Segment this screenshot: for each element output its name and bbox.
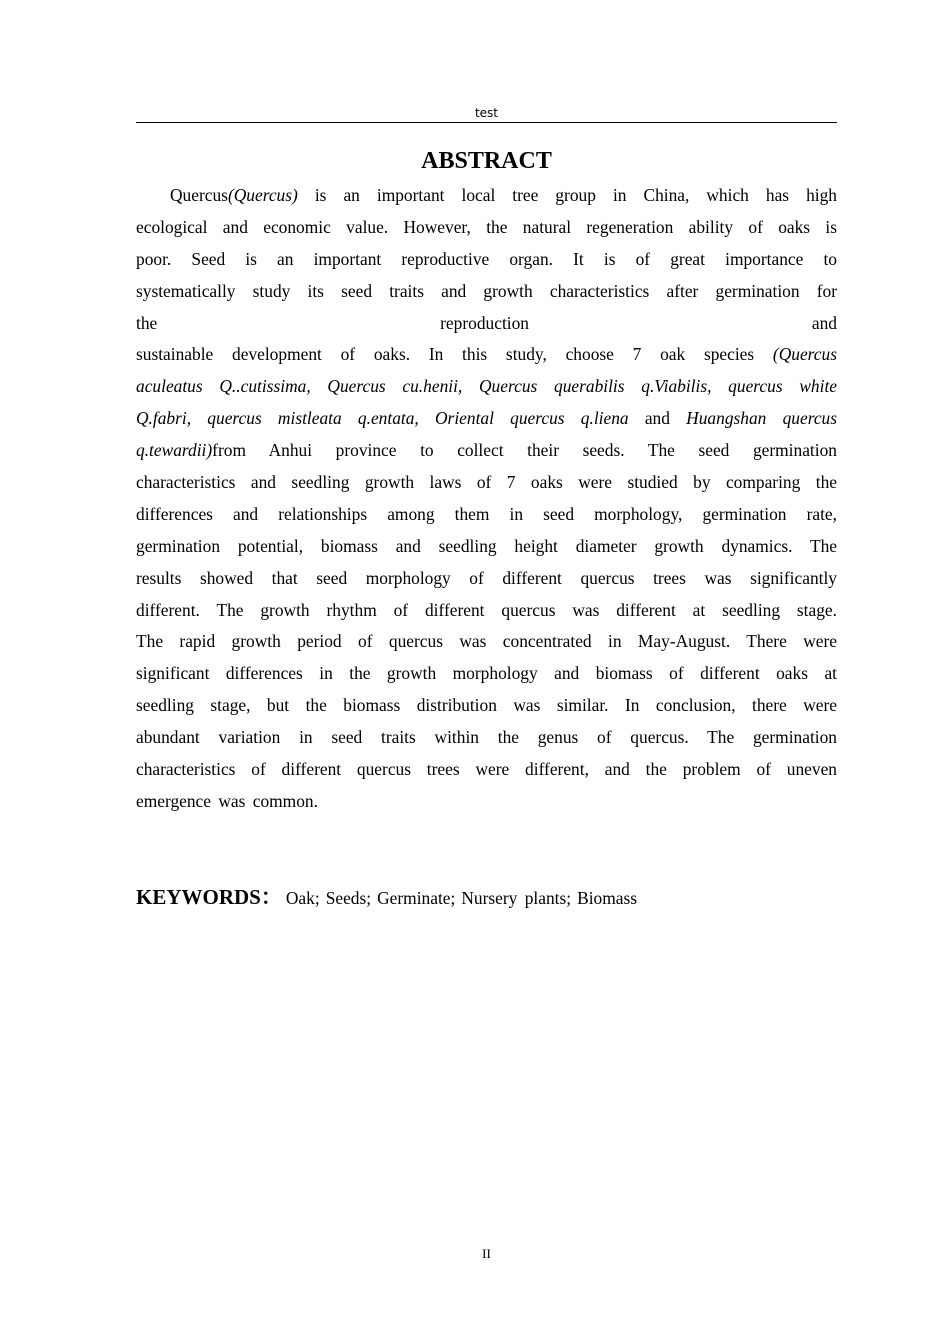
page-number: II	[482, 1246, 491, 1261]
abstract-line	[136, 212, 837, 244]
abstract-line	[136, 595, 837, 627]
abstract-line	[136, 435, 837, 467]
italic-text: Huangshan quercus	[686, 408, 838, 429]
body-text: significant differences in the growth morphology and biomass of different oaks at	[136, 663, 837, 684]
abstract-line	[136, 371, 837, 403]
abstract-line	[136, 499, 837, 531]
italic-text: (Quercus)	[227, 185, 298, 205]
italic-text: aculeatus Q..cutissima, Quercus cu.henii, Quercus querabilis q.Viabilis, quercus white	[136, 376, 837, 397]
body-text: abundant variation in seed traits within the genus of quercus. The germination	[136, 727, 837, 748]
abstract-line	[136, 531, 837, 563]
body-text: systematically study its seed traits and growth characteristics after germination for	[136, 280, 837, 301]
italic-text: (Quercus	[772, 344, 837, 365]
header-rule	[136, 122, 837, 123]
italic-text: q.tewardii)	[136, 440, 213, 461]
abstract-line	[136, 244, 837, 276]
body-text: characteristics of different quercus trees were different, and the problem of uneven	[136, 759, 837, 780]
body-text: sustainable development of oaks. In this study, choose 7 oak species	[136, 344, 773, 365]
body-text: Quercus	[170, 185, 228, 205]
body-text: the reproduction and	[136, 312, 837, 333]
abstract-line	[136, 339, 837, 371]
body-text: emergence was common.	[136, 790, 318, 811]
body-text: The rapid growth period of quercus was concentrated in May-August. There were	[136, 631, 837, 652]
abstract-line	[136, 722, 837, 754]
abstract-line	[136, 786, 837, 818]
abstract-line	[136, 276, 837, 308]
abstract-title: ABSTRACT	[421, 148, 552, 174]
abstract-line	[136, 308, 837, 340]
abstract-line	[136, 690, 837, 722]
keyword-separator: ;	[314, 888, 320, 908]
keywords-separator: ：	[260, 885, 282, 909]
keyword-separator: ;	[566, 888, 572, 908]
abstract-line	[136, 467, 837, 499]
keyword-separator: ;	[450, 888, 456, 908]
body-text: ecological and economic value. However, the natural regeneration ability of oaks is	[136, 216, 837, 237]
body-text: is an important local tree group in China, which has high	[297, 185, 837, 205]
keyword-item: Seeds	[325, 888, 367, 908]
keywords-label: KEYWORDS	[136, 885, 261, 909]
body-text: differences and relationships among them in seed morphology, germination rate,	[136, 503, 837, 524]
body-text: characteristics and seedling growth laws of 7 oaks were studied by comparing the	[136, 472, 837, 493]
keyword-separator: ;	[366, 888, 372, 908]
body-text: poor. Seed is an important reproductive organ. It is of great importance to	[136, 248, 837, 269]
abstract-body	[136, 180, 837, 818]
body-text: and	[628, 408, 687, 429]
running-header: test	[474, 106, 499, 120]
body-text: results showed that seed morphology of different quercus trees was significantly	[136, 567, 837, 588]
body-text: germination potential, biomass and seedling height diameter growth dynamics. The	[136, 535, 837, 556]
abstract-line	[136, 658, 837, 690]
abstract-line	[136, 180, 837, 212]
keywords-line	[136, 882, 837, 915]
keyword-item: Oak	[285, 888, 315, 908]
keyword-item: Nursery plants	[461, 888, 567, 908]
keywords-list	[285, 888, 638, 908]
abstract-line	[136, 563, 837, 595]
body-text: seedling stage, but the biomass distribution was similar. In conclusion, there were	[136, 695, 837, 716]
abstract-line	[136, 754, 837, 786]
keyword-item: Germinate	[377, 888, 451, 908]
keyword-item: Biomass	[577, 888, 638, 908]
italic-text: Q.fabri, quercus mistleata q.entata, Oriental quercus q.liena	[136, 408, 629, 429]
abstract-line	[136, 403, 837, 435]
body-text: from Anhui province to collect their seeds. The seed germination	[212, 440, 837, 461]
body-text: different. The growth rhythm of different quercus was different at seedling stage.	[136, 599, 837, 620]
abstract-line	[136, 626, 837, 658]
